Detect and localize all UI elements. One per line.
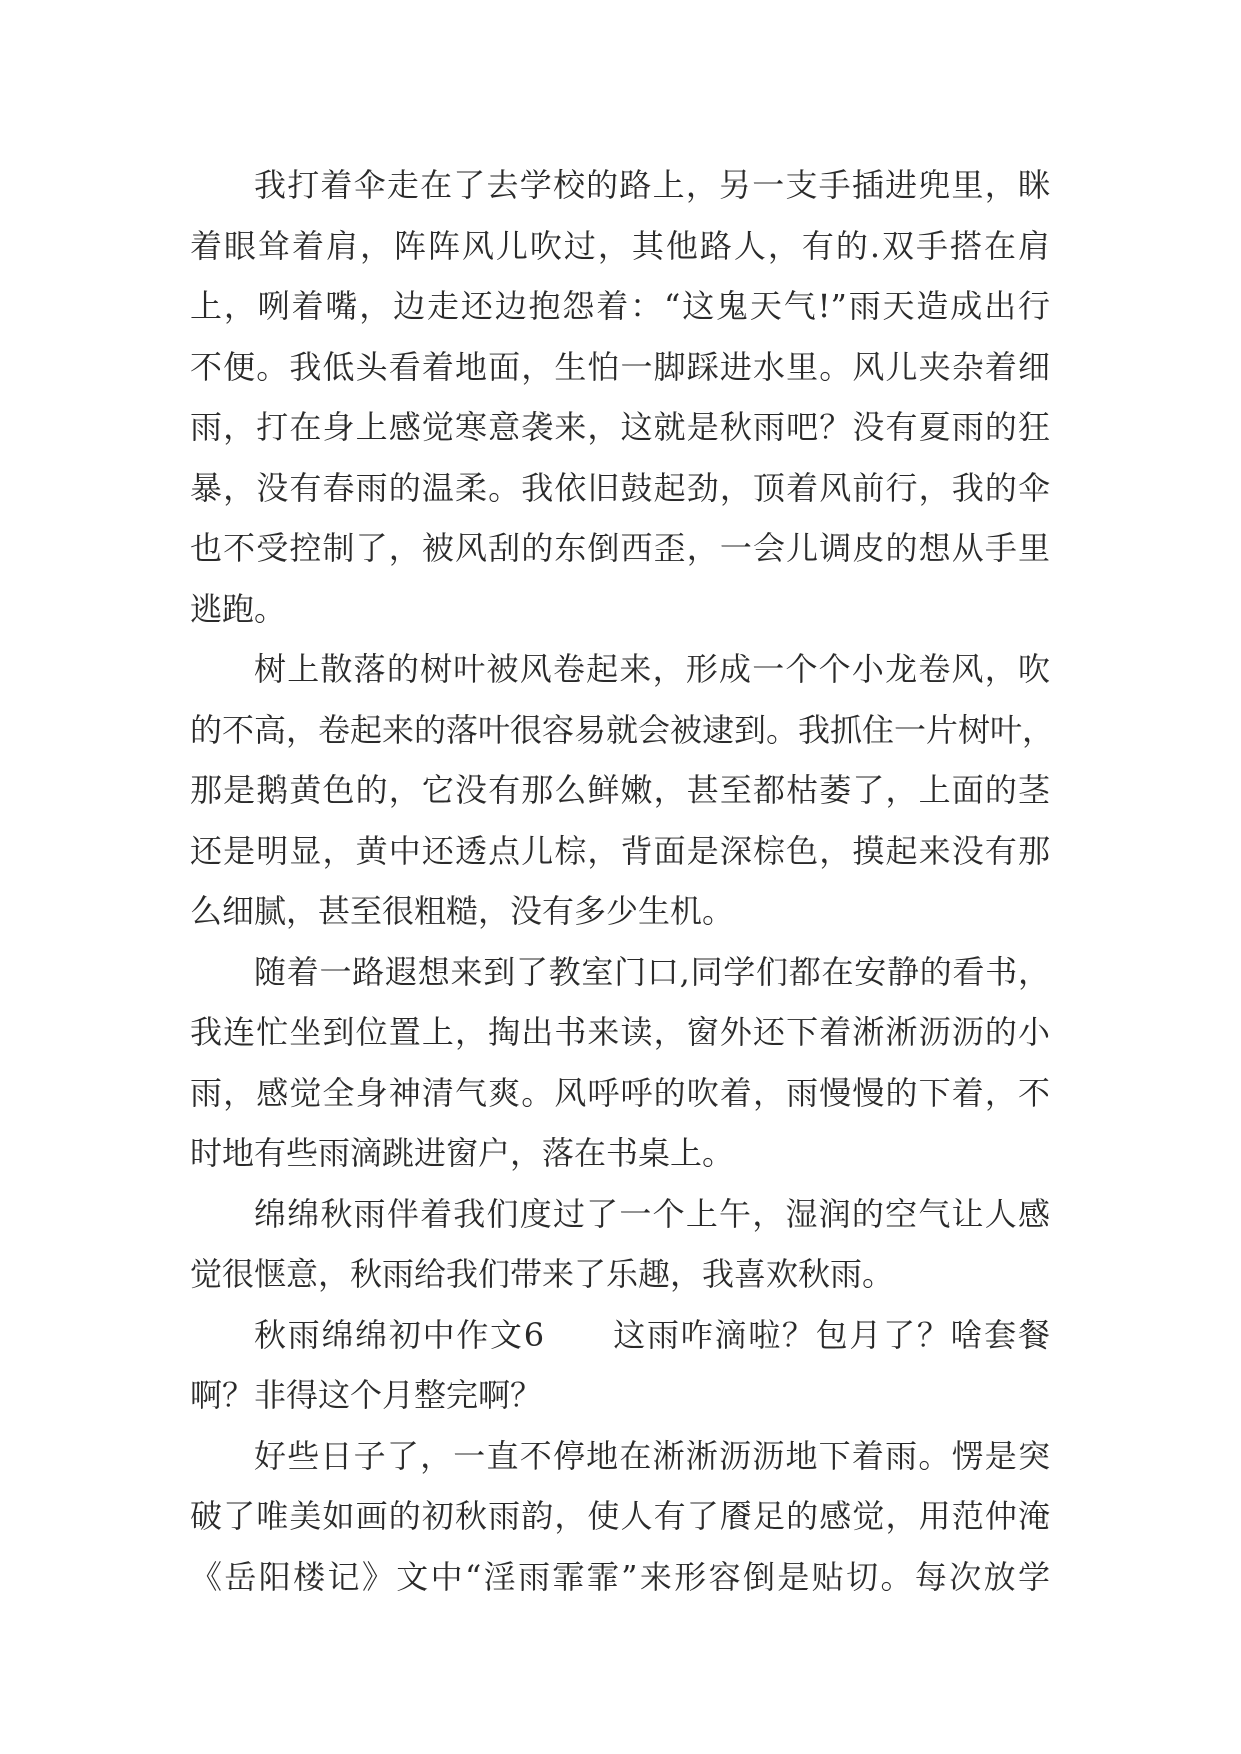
text-line: 绵绵秋雨伴着我们度过了一个上午，湿润的空气让人感: [254, 1194, 1050, 1233]
text-line: 暴，没有春雨的温柔。我依旧鼓起劲，顶着风前行，我的伞: [190, 468, 1050, 507]
text-line: 上，咧着嘴，边走还边抱怨着：“这鬼天气!”雨天造成出行: [190, 287, 1050, 325]
text-line: 觉很惬意，秋雨给我们带来了乐趣，我喜欢秋雨。: [190, 1255, 895, 1293]
text-line: 雨，打在身上感觉寒意袭来，这就是秋雨吧？没有夏雨的狂: [190, 408, 1050, 446]
text-line: 时地有些雨滴跳进窗户，落在书桌上。: [190, 1134, 735, 1172]
text-line: 我打着伞走在了去学校的路上，另一支手插进兜里，眯: [254, 166, 1050, 204]
text-line: 我连忙坐到位置上，掏出书来读，窗外还下着淅淅沥沥的小: [190, 1013, 1050, 1051]
text-line: 《岳阳楼记》文中“淫雨霏霏”来形容倒是贴切。每次放学: [190, 1557, 1050, 1596]
text-line: 随着一路遐想来到了教室门口,同学们都在安静的看书，: [254, 952, 1050, 991]
text-line: 那是鹅黄色的，它没有那么鲜嫩，甚至都枯萎了，上面的茎: [190, 771, 1050, 809]
text-line: 着眼耸着肩，阵阵风儿吹过，其他路人，有的.双手搭在肩: [190, 226, 1050, 265]
text-line: 不便。我低头看着地面，生怕一脚踩进水里。风儿夹杂着细: [190, 347, 1050, 386]
essay-body: [190, 155, 1055, 1607]
text-line: 树上散落的树叶被风卷起来，形成一个个小龙卷风，吹: [254, 650, 1050, 688]
text-line: 雨，感觉全身神清气爽。风呼呼的吹着，雨慢慢的下着，不: [190, 1073, 1050, 1112]
text-line: 还是明显，黄中还透点儿棕，背面是深棕色，摸起来没有那: [190, 831, 1050, 870]
text-line: 秋雨绵绵初中作文6 这雨咋滴啦？包月了？啥套餐: [254, 1315, 1050, 1354]
text-line: 好些日子了，一直不停地在淅淅沥沥地下着雨。愣是突: [254, 1436, 1050, 1475]
text-line: 逃跑。: [190, 589, 287, 628]
text-line: 么细腻，甚至很粗糙，没有多少生机。: [190, 892, 735, 930]
text-line: 啊？非得这个月整完啊？: [190, 1376, 543, 1414]
text-line: 也不受控制了，被风刮的东倒西歪，一会儿调皮的想从手里: [190, 529, 1050, 567]
text-line: 破了唯美如画的初秋雨韵，使人有了餍足的感觉，用范仲淹: [190, 1497, 1050, 1535]
text-line: 的不高，卷起来的落叶很容易就会被逮到。我抓住一片树叶，: [190, 710, 1055, 749]
